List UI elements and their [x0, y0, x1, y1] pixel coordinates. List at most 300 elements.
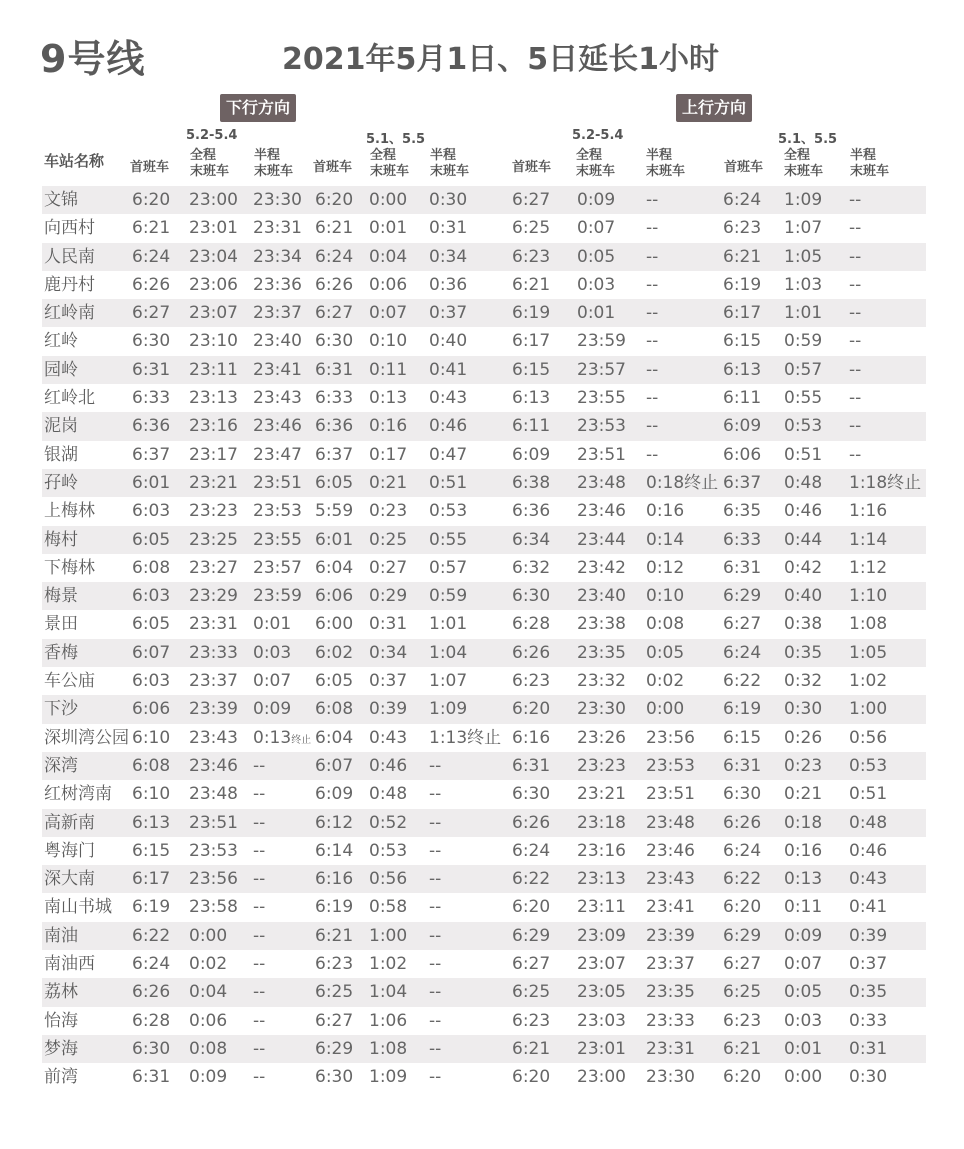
header-up-first-a: 首班车: [512, 160, 552, 175]
down-half-last-train-ext: 0:55: [429, 529, 468, 550]
up-full-last-train-ext: 0:01: [784, 1038, 823, 1059]
down-full-last-train-ext: 0:17: [369, 444, 408, 465]
down-first-train: 6:37: [132, 444, 171, 465]
table-row: [42, 922, 926, 950]
header-up-half-b-2: 末班车: [850, 164, 890, 179]
line-name: 9号线: [40, 37, 146, 81]
down-first-train-ext: 6:36: [315, 416, 354, 437]
down-half-last-train: --: [253, 954, 266, 975]
down-half-last-train: 23:36: [253, 274, 302, 295]
down-first-train-ext: 6:31: [315, 359, 354, 380]
down-first-train-ext: 6:26: [315, 274, 354, 295]
header-down-full-a-2: 末班车: [190, 164, 230, 179]
down-full-last-train: 0:04: [189, 982, 228, 1003]
down-first-train-ext: 6:29: [315, 1038, 354, 1059]
station-name: 香梅: [44, 642, 78, 663]
up-full-last-train: 23:03: [577, 1010, 626, 1031]
down-full-last-train: 23:46: [189, 755, 238, 776]
down-half-last-train-ext: 1:01: [429, 614, 468, 635]
down-first-train-ext: 6:05: [315, 671, 354, 692]
table-row: [42, 809, 926, 837]
up-full-last-train: 0:09: [577, 190, 616, 210]
up-first-train-ext: 6:29: [723, 925, 762, 946]
station-name: 文锦: [44, 190, 78, 210]
down-full-last-train-ext: 0:56: [369, 869, 408, 890]
down-first-train: 6:30: [132, 331, 171, 352]
station-name: 南山书城: [44, 897, 112, 918]
down-full-last-train-ext: 0:07: [369, 303, 408, 324]
down-half-last-train-ext: --: [429, 1038, 442, 1059]
up-first-train-ext: 6:20: [723, 897, 762, 918]
up-first-train: 6:27: [512, 190, 551, 210]
down-half-last-train-ext: --: [429, 1067, 442, 1088]
down-full-last-train-ext: 0:25: [369, 529, 408, 550]
up-first-train: 6:28: [512, 614, 551, 635]
station-name: 南油: [44, 925, 78, 946]
up-half-last-train-ext: --: [849, 303, 862, 324]
up-half-last-train: --: [646, 444, 659, 465]
up-half-last-train: 23:53: [646, 755, 695, 776]
up-full-last-train-ext: 0:05: [784, 982, 823, 1003]
header-down-half-a-2: 末班车: [254, 164, 294, 179]
down-full-last-train: 23:29: [189, 586, 238, 607]
up-first-train-ext: 6:11: [723, 388, 762, 409]
up-full-last-train-ext: 1:07: [784, 218, 823, 239]
down-first-train: 6:21: [132, 218, 171, 239]
up-first-train: 6:30: [512, 784, 551, 805]
down-full-last-train-ext: 0:11: [369, 359, 408, 380]
header-down-first-a: 首班车: [130, 160, 170, 175]
down-first-train: 6:36: [132, 416, 171, 437]
up-full-last-train-ext: 0:21: [784, 784, 823, 805]
up-full-last-train-ext: 0:07: [784, 954, 823, 975]
table-row: [42, 214, 926, 242]
up-first-train-ext: 6:23: [723, 218, 762, 239]
station-name: 下梅林: [44, 557, 95, 578]
down-full-last-train: 23:56: [189, 869, 238, 890]
up-half-last-train: 0:18终止: [646, 472, 719, 493]
up-first-train-ext: 6:27: [723, 954, 762, 975]
header-up-full-a-1: 全程: [576, 148, 603, 163]
down-first-train: 6:08: [132, 557, 171, 578]
up-half-last-train: --: [646, 388, 659, 409]
down-half-last-train: 23:47: [253, 444, 302, 465]
down-half-last-train: --: [253, 1010, 266, 1031]
down-first-train-ext: 6:27: [315, 303, 354, 324]
down-full-last-train-ext: 0:27: [369, 557, 408, 578]
station-name: 孖岭: [44, 472, 78, 493]
down-first-train: 6:22: [132, 925, 171, 946]
station-name: 园岭: [44, 359, 78, 380]
station-name: 深圳湾公园: [44, 727, 129, 748]
down-first-train-ext: 6:30: [315, 1067, 354, 1088]
up-half-last-train: 23:33: [646, 1010, 695, 1031]
down-first-train-ext: 6:09: [315, 784, 354, 805]
up-half-last-train-ext: 1:00: [849, 699, 888, 720]
down-half-last-train-ext: 1:04: [429, 642, 468, 663]
down-first-train: 6:30: [132, 1038, 171, 1059]
up-first-train: 6:22: [512, 869, 551, 890]
up-half-last-train-ext: 1:05: [849, 642, 888, 663]
down-full-last-train-ext: 0:06: [369, 274, 408, 295]
station-name: 荔林: [44, 982, 78, 1003]
table-row: [42, 497, 926, 525]
up-half-last-train: 23:37: [646, 954, 695, 975]
up-full-last-train-ext: 0:53: [784, 416, 823, 437]
up-first-train-ext: 6:23: [723, 1010, 762, 1031]
up-half-last-train: 0:14: [646, 529, 685, 550]
up-half-last-train-ext: --: [849, 359, 862, 380]
down-first-train: 6:33: [132, 388, 171, 409]
down-half-last-train-ext: 0:36: [429, 274, 468, 295]
down-first-train-ext: 6:16: [315, 869, 354, 890]
up-half-last-train-ext: --: [849, 331, 862, 352]
down-full-last-train-ext: 1:00: [369, 925, 408, 946]
up-first-train-ext: 6:19: [723, 699, 762, 720]
down-first-train-ext: 6:14: [315, 840, 354, 861]
header-down-full-a-1: 全程: [190, 148, 217, 163]
down-first-train: 6:19: [132, 897, 171, 918]
down-full-last-train: 23:43: [189, 727, 238, 748]
down-half-last-train: --: [253, 784, 266, 805]
header-up-first-b: 首班车: [724, 160, 764, 175]
header-down-half-b-2: 末班车: [430, 164, 470, 179]
up-first-train: 6:19: [512, 303, 551, 324]
up-full-last-train-ext: 0:03: [784, 1010, 823, 1031]
up-half-last-train-ext: 0:39: [849, 925, 888, 946]
down-first-train-ext: 6:20: [315, 190, 354, 210]
down-full-last-train-ext: 0:48: [369, 784, 408, 805]
up-first-train: 6:30: [512, 586, 551, 607]
up-full-last-train-ext: 0:16: [784, 840, 823, 861]
down-half-last-train-ext: 0:57: [429, 557, 468, 578]
up-first-train: 6:09: [512, 444, 551, 465]
down-half-last-train: --: [253, 840, 266, 861]
down-full-last-train-ext: 0:16: [369, 416, 408, 437]
extension-notice: 2021年5月1日、5日延长1小时: [282, 42, 719, 77]
down-half-last-train-ext: --: [429, 840, 442, 861]
up-full-last-train: 23:13: [577, 869, 626, 890]
down-half-last-train-ext: 1:07: [429, 671, 468, 692]
station-name: 深大南: [44, 869, 95, 890]
up-first-train: 6:24: [512, 840, 551, 861]
header-down-date-a: 5.2-5.4: [186, 128, 238, 143]
up-first-train: 6:26: [512, 642, 551, 663]
up-first-train-ext: 6:26: [723, 812, 762, 833]
timetable-body: [42, 186, 926, 1092]
down-full-last-train: 0:06: [189, 1010, 228, 1031]
up-first-train-ext: 6:15: [723, 331, 762, 352]
up-first-train: 6:31: [512, 755, 551, 776]
down-full-last-train: 0:09: [189, 1067, 228, 1088]
up-full-last-train-ext: 0:00: [784, 1067, 823, 1088]
down-half-last-train-ext: --: [429, 784, 442, 805]
down-first-train-ext: 6:04: [315, 557, 354, 578]
up-full-last-train-ext: 0:18: [784, 812, 823, 833]
down-half-last-train-ext: --: [429, 897, 442, 918]
down-half-last-train-ext: 0:31: [429, 218, 468, 239]
up-half-last-train: --: [646, 218, 659, 239]
up-full-last-train-ext: 0:11: [784, 897, 823, 918]
up-full-last-train: 23:53: [577, 416, 626, 437]
down-full-last-train: 23:58: [189, 897, 238, 918]
down-first-train-ext: 6:08: [315, 699, 354, 720]
down-first-train-ext: 6:23: [315, 954, 354, 975]
table-row: [42, 243, 926, 271]
down-first-train-ext: 6:02: [315, 642, 354, 663]
table-row: [42, 610, 926, 638]
header-up-half-b-1: 半程: [850, 148, 877, 163]
table-row: [42, 837, 926, 865]
up-first-train-ext: 6:15: [723, 727, 762, 748]
down-first-train: 6:15: [132, 840, 171, 861]
up-full-last-train-ext: 0:35: [784, 642, 823, 663]
table-row: [42, 1007, 926, 1035]
up-full-last-train-ext: 0:13: [784, 869, 823, 890]
up-full-last-train: 0:05: [577, 246, 616, 267]
up-half-last-train: 23:48: [646, 812, 695, 833]
table-row: [42, 441, 926, 469]
up-half-last-train: 0:16: [646, 501, 685, 522]
down-full-last-train-ext: 0:37: [369, 671, 408, 692]
up-full-last-train: 23:00: [577, 1067, 626, 1088]
up-half-last-train: 23:35: [646, 982, 695, 1003]
table-row: [42, 186, 926, 214]
up-full-last-train: 23:09: [577, 925, 626, 946]
table-row: [42, 950, 926, 978]
header-station: 车站名称: [44, 152, 105, 170]
down-half-last-train: 23:55: [253, 529, 302, 550]
station-name: 红岭南: [44, 303, 95, 324]
up-full-last-train-ext: 0:48: [784, 472, 823, 493]
down-full-last-train-ext: 1:09: [369, 1067, 408, 1088]
up-half-last-train-ext: 0:56: [849, 727, 888, 748]
table-row: [42, 327, 926, 355]
down-full-last-train: 23:48: [189, 784, 238, 805]
down-half-last-train-ext: --: [429, 925, 442, 946]
up-first-train-ext: 6:06: [723, 444, 762, 465]
down-first-train: 6:20: [132, 190, 171, 210]
down-full-last-train: 0:02: [189, 954, 228, 975]
header-down-full-b-1: 全程: [370, 148, 397, 163]
down-half-last-train: 23:30: [253, 190, 302, 210]
up-first-train: 6:15: [512, 359, 551, 380]
table-row: [42, 1035, 926, 1063]
down-first-train: 6:26: [132, 274, 171, 295]
up-full-last-train: 23:51: [577, 444, 626, 465]
table-row: [42, 639, 926, 667]
down-half-last-train: 0:07: [253, 671, 292, 692]
down-direction-tag: 下行方向: [220, 94, 296, 122]
up-first-train: 6:21: [512, 1038, 551, 1059]
up-full-last-train: 23:35: [577, 642, 626, 663]
up-first-train-ext: 6:19: [723, 274, 762, 295]
up-first-train-ext: 6:30: [723, 784, 762, 805]
up-half-last-train-ext: --: [849, 444, 862, 465]
up-half-last-train: 0:12: [646, 557, 685, 578]
down-half-last-train: --: [253, 982, 266, 1003]
station-name: 红岭北: [44, 388, 95, 409]
down-half-last-train: 23:53: [253, 501, 302, 522]
down-first-train: 6:01: [132, 472, 171, 493]
down-half-last-train: 23:59: [253, 586, 302, 607]
down-full-last-train-ext: 1:04: [369, 982, 408, 1003]
up-first-train-ext: 6:21: [723, 246, 762, 267]
table-row: [42, 582, 926, 610]
up-full-last-train-ext: 0:32: [784, 671, 823, 692]
header-up-half-a-1: 半程: [646, 148, 673, 163]
up-half-last-train-ext: 0:48: [849, 812, 888, 833]
up-direction-tag: 上行方向: [676, 94, 752, 122]
up-full-last-train-ext: 0:40: [784, 586, 823, 607]
up-full-last-train-ext: 0:26: [784, 727, 823, 748]
down-half-last-train-ext: --: [429, 1010, 442, 1031]
down-half-last-train: --: [253, 1067, 266, 1088]
down-half-last-train: 23:51: [253, 472, 302, 493]
up-full-last-train-ext: 0:30: [784, 699, 823, 720]
down-first-train: 6:03: [132, 671, 171, 692]
down-full-last-train: 23:10: [189, 331, 238, 352]
down-first-train: 6:24: [132, 246, 171, 267]
up-first-train: 6:25: [512, 218, 551, 239]
up-first-train-ext: 6:35: [723, 501, 762, 522]
table-row: [42, 865, 926, 893]
down-half-last-train: 23:57: [253, 557, 302, 578]
down-half-last-train: --: [253, 925, 266, 946]
up-half-last-train: 23:31: [646, 1038, 695, 1059]
down-full-last-train-ext: 0:34: [369, 642, 408, 663]
station-name: 梦海: [44, 1038, 78, 1059]
up-half-last-train: 23:39: [646, 925, 695, 946]
up-first-train-ext: 6:24: [723, 642, 762, 663]
up-first-train: 6:21: [512, 274, 551, 295]
station-name: 南油西: [44, 954, 95, 975]
up-half-last-train: --: [646, 190, 659, 210]
title-bar: [0, 0, 964, 90]
up-half-last-train: 0:02: [646, 671, 685, 692]
up-half-last-train: --: [646, 246, 659, 267]
station-name: 鹿丹村: [44, 274, 95, 295]
table-row: [42, 667, 926, 695]
down-half-last-train: 23:31: [253, 218, 302, 239]
down-half-last-train-ext: 0:51: [429, 472, 468, 493]
down-first-train-ext: 6:07: [315, 755, 354, 776]
table-row: [42, 412, 926, 440]
down-half-last-train-ext: 0:43: [429, 388, 468, 409]
up-full-last-train: 23:16: [577, 840, 626, 861]
up-full-last-train-ext: 0:42: [784, 557, 823, 578]
down-full-last-train-ext: 0:31: [369, 614, 408, 635]
down-first-train: 6:24: [132, 954, 171, 975]
up-first-train: 6:27: [512, 954, 551, 975]
station-name: 向西村: [44, 218, 95, 239]
up-first-train-ext: 6:22: [723, 869, 762, 890]
up-half-last-train: 23:46: [646, 840, 695, 861]
down-first-train: 6:03: [132, 586, 171, 607]
up-half-last-train: --: [646, 331, 659, 352]
down-full-last-train-ext: 0:04: [369, 246, 408, 267]
up-full-last-train: 23:59: [577, 331, 626, 352]
down-half-last-train: --: [253, 755, 266, 776]
up-full-last-train-ext: 0:59: [784, 331, 823, 352]
up-half-last-train-ext: --: [849, 190, 862, 210]
up-full-last-train: 0:07: [577, 218, 616, 239]
header-up-full-b-1: 全程: [784, 148, 811, 163]
down-half-last-train: 23:46: [253, 416, 302, 437]
header-up-half-a-2: 末班车: [646, 164, 686, 179]
down-first-train-ext: 6:06: [315, 586, 354, 607]
up-first-train: 6:20: [512, 1067, 551, 1088]
up-first-train: 6:23: [512, 671, 551, 692]
down-full-last-train: 23:31: [189, 614, 238, 635]
table-row: [42, 469, 926, 497]
down-half-last-train: --: [253, 869, 266, 890]
up-first-train: 6:32: [512, 557, 551, 578]
up-full-last-train-ext: 0:44: [784, 529, 823, 550]
up-half-last-train-ext: 0:46: [849, 840, 888, 861]
up-half-last-train: --: [646, 274, 659, 295]
up-first-train-ext: 6:33: [723, 529, 762, 550]
table-row: [42, 271, 926, 299]
down-first-train-ext: 6:33: [315, 388, 354, 409]
station-name: 深湾: [44, 755, 78, 776]
station-name: 梅景: [44, 586, 78, 607]
up-half-last-train-ext: 1:12: [849, 557, 888, 578]
up-half-last-train-ext: 0:51: [849, 784, 888, 805]
down-first-train-ext: 6:24: [315, 246, 354, 267]
down-full-last-train: 23:51: [189, 812, 238, 833]
down-first-train: 6:26: [132, 982, 171, 1003]
down-first-train-ext: 6:12: [315, 812, 354, 833]
up-half-last-train: 23:30: [646, 1067, 695, 1088]
down-full-last-train-ext: 0:23: [369, 501, 408, 522]
up-half-last-train: --: [646, 303, 659, 324]
down-full-last-train-ext: 1:02: [369, 954, 408, 975]
down-first-train: 6:31: [132, 359, 171, 380]
up-first-train-ext: 6:20: [723, 1067, 762, 1088]
down-half-last-train-ext: 0:40: [429, 331, 468, 352]
down-half-last-train: 0:09: [253, 699, 292, 720]
down-half-last-train-ext: 0:53: [429, 501, 468, 522]
station-name: 粤海门: [44, 840, 95, 861]
up-full-last-train: 23:23: [577, 755, 626, 776]
down-first-train-ext: 6:21: [315, 925, 354, 946]
up-full-last-train: 23:38: [577, 614, 626, 635]
up-half-last-train: 23:51: [646, 784, 695, 805]
header-down-half-b-1: 半程: [430, 148, 457, 163]
header-down-full-b-2: 末班车: [370, 164, 410, 179]
up-full-last-train-ext: 1:09: [784, 190, 823, 210]
up-half-last-train-ext: 0:30: [849, 1067, 888, 1088]
up-full-last-train: 23:46: [577, 501, 626, 522]
up-first-train: 6:29: [512, 925, 551, 946]
up-full-last-train-ext: 0:38: [784, 614, 823, 635]
down-half-last-train: --: [253, 812, 266, 833]
up-half-last-train-ext: 1:16: [849, 501, 888, 522]
up-full-last-train: 0:01: [577, 303, 616, 324]
up-full-last-train-ext: 0:55: [784, 388, 823, 409]
down-first-train-ext: 6:19: [315, 897, 354, 918]
up-full-last-train: 23:57: [577, 359, 626, 380]
down-full-last-train: 23:16: [189, 416, 238, 437]
up-full-last-train: 23:26: [577, 727, 626, 748]
up-full-last-train-ext: 0:57: [784, 359, 823, 380]
up-half-last-train: --: [646, 359, 659, 380]
station-name: 下沙: [44, 699, 78, 720]
down-half-last-train-ext: 0:59: [429, 586, 468, 607]
down-half-last-train-ext: 0:30: [429, 190, 468, 210]
down-half-last-train-ext: 0:41: [429, 359, 468, 380]
